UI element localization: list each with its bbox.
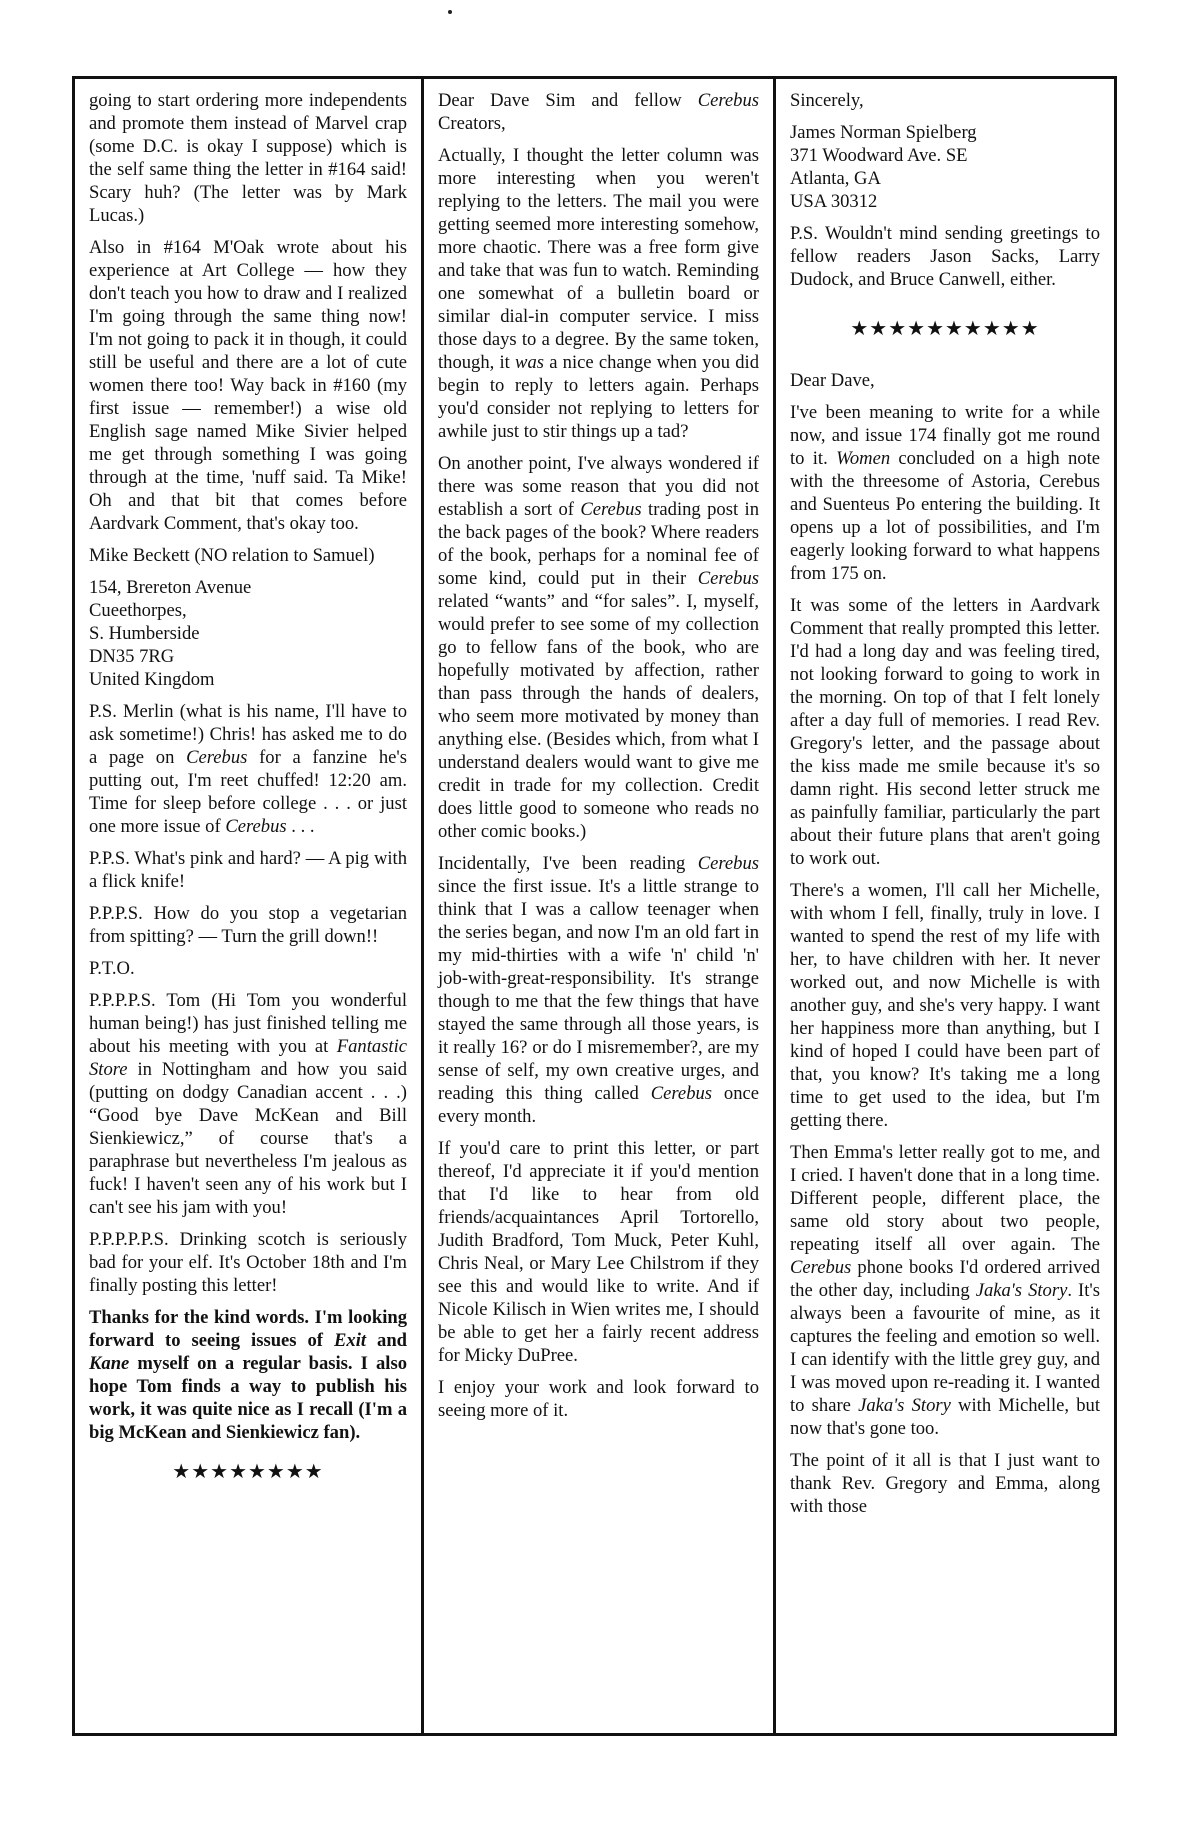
letter-paragraph: [438, 452, 759, 843]
letter-signature: Mike Beckett (NO relation to Samuel): [89, 545, 375, 566]
ps-title: Fantastic Store: [89, 1036, 407, 1080]
letter-paragraph: There's a women, I'll call her Michelle, with whom I fell, finally, truly in love. I wanted to spend the rest of my life with her, to have children with her. It never worked out, and now Michelle is with another guy, and she's very happy. I want her happiness more than anything, but I kind of hoped I could have been part of that, you know? It's taking me a long time to get used to the idea, but I'm getting there.: [790, 880, 1100, 1131]
paragraph-text: with Michelle, but now that's gone too.: [790, 1395, 1100, 1439]
salutation-text: Creators,: [438, 113, 506, 134]
column-1: [75, 79, 424, 1733]
emphasis: was: [515, 352, 544, 373]
postscript: P.P.P.P.P.S. Drinking scotch is seriously bad for your elf. It's October 18th and I'm finally posting this letter!: [89, 1229, 407, 1296]
star-separator: ★★★★★★★★: [172, 1461, 324, 1483]
letter-paragraph: Also in #164 M'Oak wrote about his experience at Art College — how they don't teach you how to draw and I realized I'm going through the same thing now! I'm not going to pack it in though, it could still be useful and there are a lot of cute women there too! Way back in #160 (my first issue — remember!) a wise old English sage named Mike Sivier helped me get through something I was going through at the time, 'nuff said. Ta Mike! Oh and that bit that comes before Aardvark Comment, that's okay too.: [89, 237, 407, 534]
paragraph-text: Incidentally, I've been reading: [438, 853, 698, 874]
postscript: P.P.S. What's pink and hard? — A pig with a flick knife!: [89, 848, 407, 892]
postscript: [89, 989, 407, 1219]
emphasis: Cerebus: [697, 568, 759, 589]
address-line: United Kingdom: [89, 669, 215, 690]
paragraph-text: Then Emma's letter really got to me, and I cried. I haven't done that in a long time. Different people, different place, the same old story about two people, repeating itself all over again. The: [790, 1142, 1100, 1255]
letter-paragraph: [438, 144, 759, 443]
editor-reply: [89, 1306, 407, 1444]
emphasis: Cerebus: [790, 1257, 852, 1278]
letter-closing: Sincerely,: [790, 90, 864, 111]
address-line: 154, Brereton Avenue: [89, 577, 252, 598]
paragraph-text: trading post in the back pages of the book? Where readers of the book, perhaps for a nominal fee of some kind, could put in their: [438, 499, 759, 589]
reply-text: Thanks for the kind words. I'm looking forward to seeing issues of: [89, 1307, 407, 1351]
letter-paragraph: If you'd care to print this letter, or part thereof, I'd appreciate it if you'd mention that I'd like to hear from old friends/acquaintances April Tortorello, Judith Bradford, Tom Muck, Peter Kuhl, Chris Neal, or Mary Lee Chilstrom if they see this and would like to write. And if Nicole Kilisch in Wien writes me, I should be able to get her a fairly recent address for Micky DuPree.: [438, 1138, 759, 1366]
emphasis: Cerebus: [650, 1083, 713, 1104]
ps-title: Cerebus: [225, 816, 287, 837]
paragraph-text: since the first issue. It's a little strange to think that I was a callow teenager when the series began, and now I'm an old fart in my mid-thirties with a wife 'n' child 'n' job-with-great-responsibility. It's strange though to me that the few things that have stayed the same through all those years, is it really 16? or do I misremember?, are my sense of self, my own creative urges, and reading this thing called: [438, 876, 759, 1104]
letter-salutation: Dear Dave,: [790, 370, 875, 391]
paragraph-text: phone books I'd ordered arrived the other day, including: [790, 1257, 1100, 1301]
paragraph-text: . It's always been a favourite of mine, as it captures the feeling and emotion so well. I can identify with the little grey guy, and I was moved upon re-reading it. I wanted to share: [790, 1280, 1100, 1416]
letter-paragraph: [790, 1141, 1100, 1440]
emphasis: Cerebus: [697, 853, 759, 874]
emphasis: Cerebus: [580, 499, 642, 520]
letter-salutation: [438, 89, 759, 135]
paragraph-text: I've been meaning to write for a while now, and issue 174 finally got me round to it.: [790, 402, 1100, 469]
emphasis: Women: [836, 448, 891, 469]
reply-title: Kane: [89, 1353, 130, 1374]
emphasis: Jaka's Story: [975, 1280, 1068, 1301]
address-line: Atlanta, GA: [790, 168, 881, 189]
letter-paragraph: I enjoy your work and look forward to seeing more of it.: [438, 1377, 759, 1421]
signature-name: James Norman Spielberg: [790, 122, 977, 143]
letters-column-box: [72, 76, 1117, 1736]
address-line: S. Humberside: [89, 623, 200, 644]
signature-address: [790, 121, 1100, 213]
paragraph-text: once every month.: [438, 1083, 760, 1127]
emphasis: Jaka's Story: [858, 1395, 951, 1416]
letter-paragraph: [438, 852, 759, 1128]
paragraph-text: related “wants” and “for sales”. I, myself, would prefer to see some of my collection go to fellow fans of the book, who are hopefully motivated by affection, rather than pass through the hands of dealers, who seem more motivated by money than anything else. (Besides which, from what I understand dealers would want to give me credit in trade for my collection. Credit does little good to someone who reads no other comic books.): [438, 591, 759, 842]
mailing-address: [89, 576, 407, 691]
ps-text: in Nottingham and how you said (putting on dodgy Canadian accent . . .) “Good bye Dave McKean and Bill Sienkiewicz,” of course that's a paraphrase but nevertheless I'm jealous as fuck! I haven't seen any of his work but I can't see his jam with you!: [89, 1059, 407, 1218]
paragraph-text: Actually, I thought the letter column was more interesting when you weren't replying to the letters. The mail you were getting seemed more interesting somehow, more chaotic. There was a free form give and take that was fun to watch. Reminding one somewhat of a bulletin board or similar dial-in computer service. I miss those days to a degree. By the same token, though, it: [438, 145, 759, 373]
ps-text: . . .: [286, 816, 315, 837]
paragraph-text: On another point, I've always wondered if there was some reason that you did not establish a sort of: [438, 453, 759, 520]
column-2: [424, 79, 776, 1733]
ps-text: for a fanzine he's putting out, I'm reet chuffed! 12:20 am. Time for sleep before college . . . or just one more issue of: [89, 747, 407, 837]
letter-paragraph: It was some of the letters in Aardvark Comment that really prompted this letter. I'd had a long day and was feeling tired, not looking forward to going to work in the morning. On top of that I felt lonely after a day full of memories. I read Rev. Gregory's letter, and the passage about the kiss made me smile because it's so damn right. His second letter struck me as painfully familiar, particularly the part about their future plans that aren't going to work out.: [790, 595, 1100, 869]
star-separator: ★★★★★★★★★★: [850, 318, 1040, 340]
column-3: [776, 79, 1114, 1733]
page-speck: [448, 10, 452, 14]
postscript: P.T.O.: [89, 958, 135, 979]
postscript: P.S. Wouldn't mind sending greetings to fellow readers Jason Sacks, Larry Dudock, and Bruce Canwell, either.: [790, 223, 1100, 290]
paragraph-text: concluded on a high note with the threesome of Astoria, Cerebus and Suenteus Po entering the building. It opens up a lot of possibilities, and I'm eagerly looking forward to what happens from 175 on.: [790, 448, 1100, 584]
reply-text: and: [366, 1330, 407, 1351]
salutation-text: Dear Dave Sim and fellow: [438, 90, 698, 111]
paragraph-text: a nice change when you did begin to reply to letters again. Perhaps you'd consider not replying to letters for awhile just to stir things up a tad?: [438, 352, 759, 442]
reply-text: myself on a regular basis. I also hope Tom finds a way to publish his work, it was quite nice as I recall (I'm a big McKean and Sienkiewicz fan).: [89, 1353, 407, 1443]
letter-paragraph: going to start ordering more independents and promote them instead of Marvel crap (some D.C. is okay I suppose) which is the self same thing the letter in #164 said! Scary huh? (The letter was by Mark Lucas.): [89, 90, 407, 226]
letter-paragraph: The point of it all is that I just want to thank Rev. Gregory and Emma, along with those: [790, 1450, 1100, 1517]
address-line: Cueethorpes,: [89, 600, 187, 621]
postscript: [89, 700, 407, 838]
ps-text: P.P.P.P.S. Tom (Hi Tom you wonderful human being!) has just finished telling me about his meeting with you at: [89, 990, 407, 1057]
letter-paragraph: [790, 401, 1100, 585]
address-line: 371 Woodward Ave. SE: [790, 145, 968, 166]
salutation-title: Cerebus: [697, 90, 759, 111]
ps-title: Cerebus: [186, 747, 248, 768]
postscript: P.P.P.S. How do you stop a vegetarian from spitting? — Turn the grill down!!: [89, 903, 407, 947]
ps-text: P.S. Merlin (what is his name, I'll have to ask sometime!) Chris! has asked me to do a page on: [89, 701, 407, 768]
address-line: USA 30312: [790, 191, 878, 212]
address-line: DN35 7RG: [89, 646, 175, 667]
reply-title: Exit: [334, 1330, 367, 1351]
